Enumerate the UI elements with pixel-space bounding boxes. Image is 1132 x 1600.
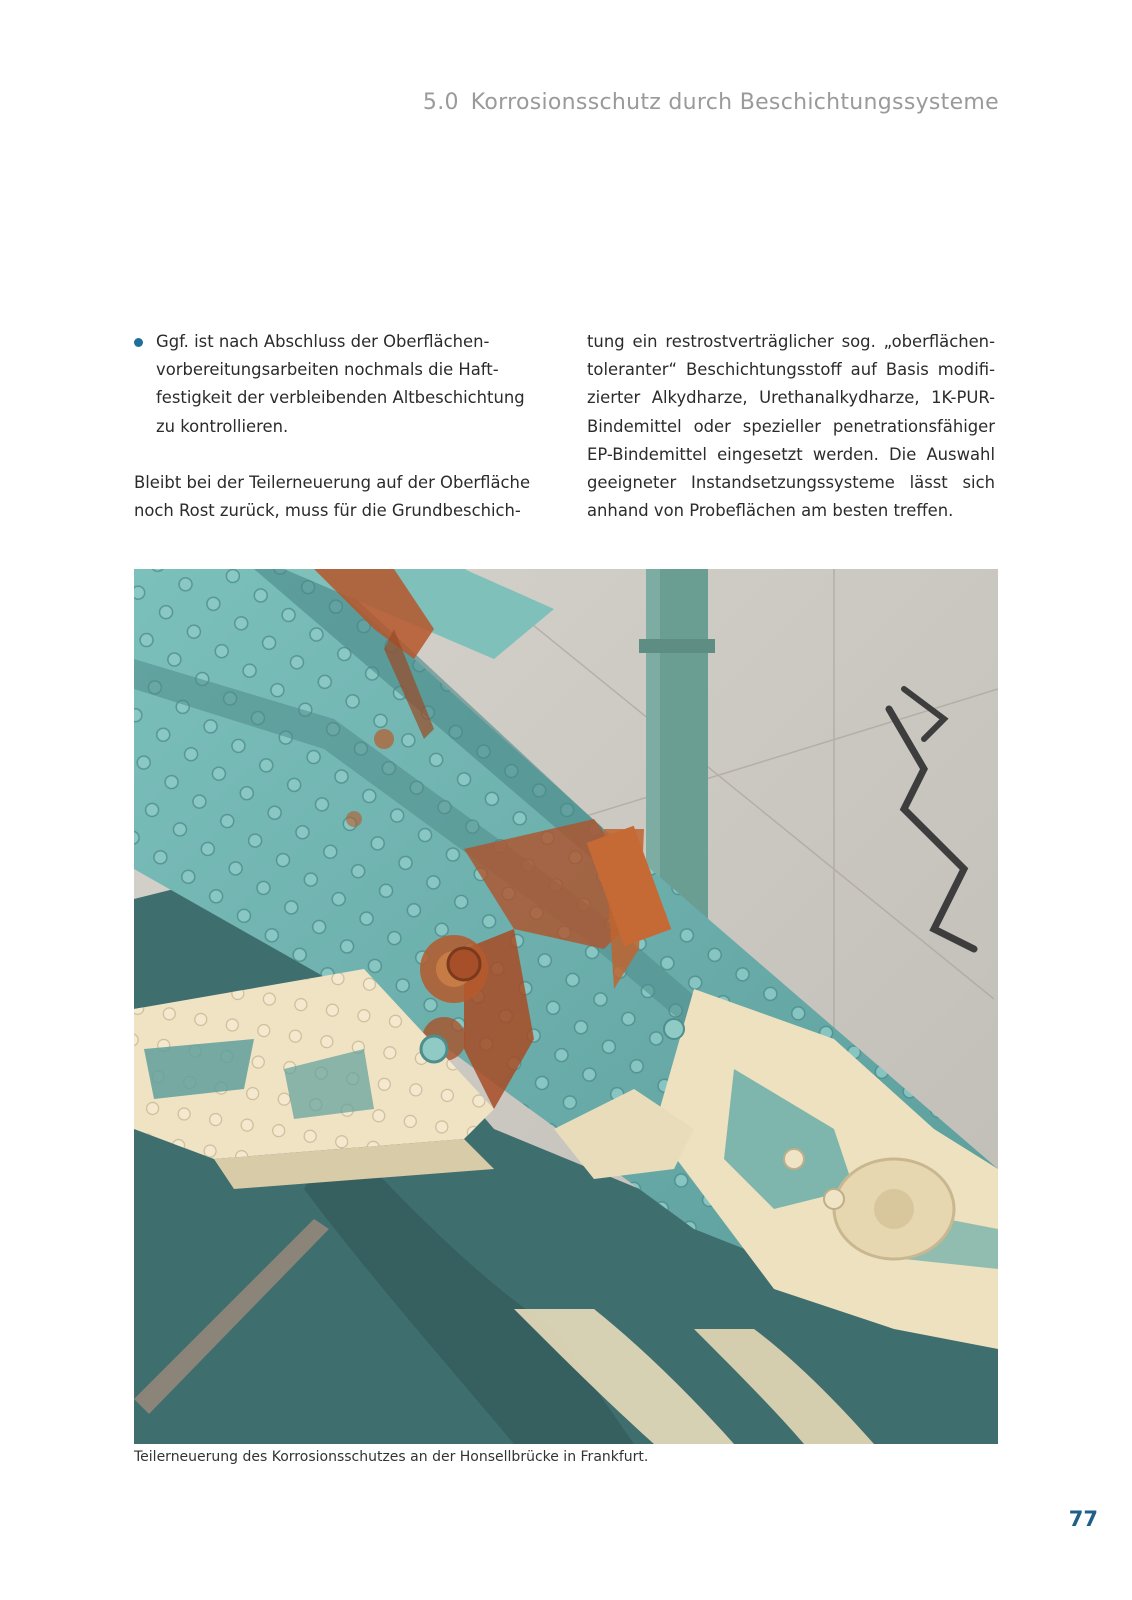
text-line: noch Rost zurück, muss für die Grundbeschich- <box>134 501 521 521</box>
figure-caption: Teilerneuerung des Korrosionsschutzes an der Honsellbrücke in Frankfurt. <box>134 1449 649 1465</box>
text-line: tung ein restrostverträglicher sog. „oberflächen- <box>587 332 995 351</box>
paragraph <box>134 469 542 525</box>
page-number: 77 <box>1068 1507 1098 1531</box>
text-line: EP-Bindemittel eingesetzt werden. Die Auswahl <box>587 444 995 464</box>
text-line: geeigneter Instandsetzungssysteme lässt sich <box>587 473 995 493</box>
text-line: festigkeit der verbleibenden Altbeschichtung <box>156 388 525 408</box>
text-line: zu kontrollieren. <box>156 416 289 436</box>
text-line: vorbereitungsarbeiten nochmals die Haft- <box>156 360 499 380</box>
section-header <box>423 90 999 115</box>
section-title: Korrosionsschutz durch Beschichtungssysteme <box>470 90 999 115</box>
text-line: toleranter“ Beschichtungsstoff auf Basis modifi- <box>587 360 995 380</box>
left-column <box>134 328 542 525</box>
bullet-item <box>134 328 542 441</box>
bullet-dot-icon <box>134 338 143 347</box>
text-line: Bindemittel oder spezieller penetrationsfähiger <box>587 416 995 436</box>
bridge-photo <box>134 569 998 1444</box>
right-column <box>587 328 995 525</box>
text-line: zierter Alkydharze, Urethanalkydharze, 1K-PUR- <box>587 388 995 408</box>
text-line: Ggf. ist nach Abschluss der Oberflächen- <box>156 332 490 351</box>
section-number: 5.0 <box>422 90 459 115</box>
text-line: Bleibt bei der Teilerneuerung auf der Oberfläche <box>134 472 531 492</box>
text-line: anhand von Probeflächen am besten treffen. <box>587 501 954 521</box>
bridge-illustration <box>134 569 998 1444</box>
